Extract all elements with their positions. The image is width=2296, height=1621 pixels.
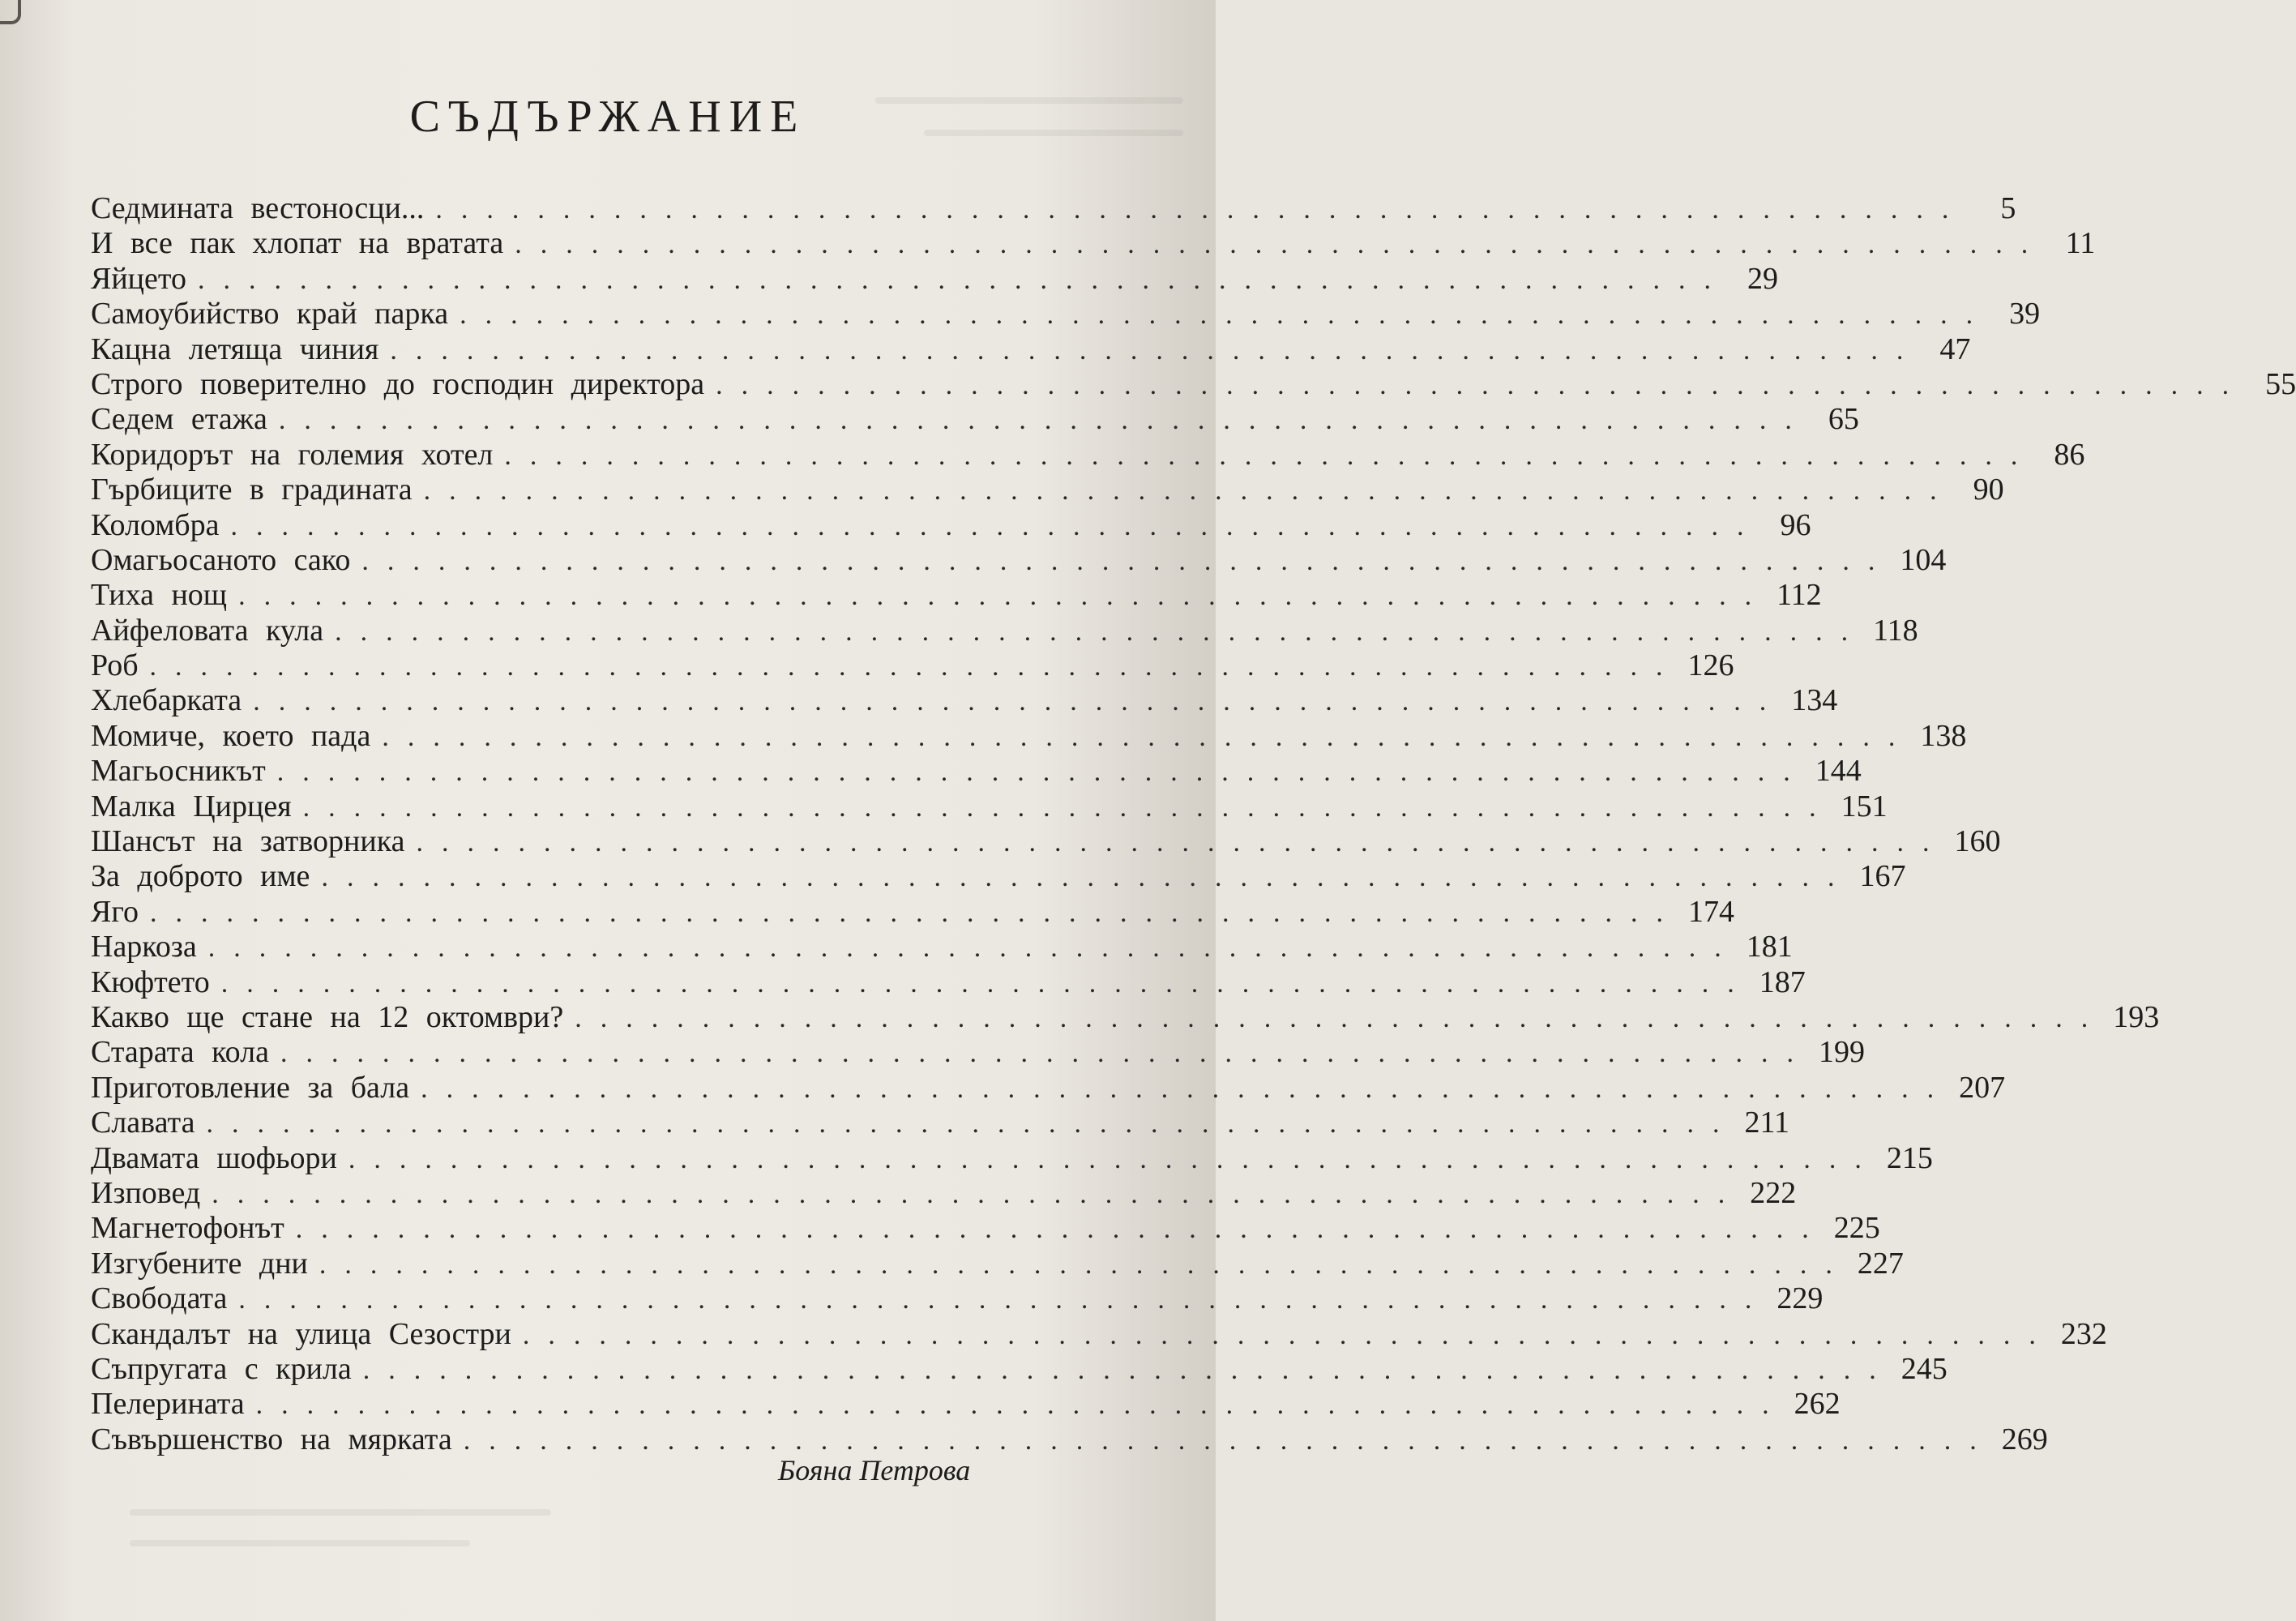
toc-leader-dots: ............................................................ [276,757,1809,788]
toc-entry-page: 211 [1744,1106,1790,1140]
page-title: СЪДЪРЖАНИЕ [409,92,806,142]
toc-entry-title: Магьосникът [91,754,266,789]
toc-entry-title: Айфеловата кула [91,613,324,648]
toc-leader-dots: ............................................................ [522,1319,2054,1350]
toc-entry-page: 96 [1780,507,1811,542]
toc-entry [91,648,1734,683]
toc-entry-page: 118 [1873,613,1918,648]
toc-leader-dots: ............................................................ [575,1003,2107,1033]
toc-entry-title: Славата [91,1106,195,1140]
toc-entry-page: 232 [2060,1316,2107,1351]
toc-leader-dots: ............................................................ [515,229,2047,260]
toc-entry-title: Изгубените дни [91,1246,308,1281]
toc-leader-dots: ............................................................ [361,545,1894,576]
toc-entry-page: 29 [1747,261,1778,296]
toc-leader-dots: ............................................................ [255,1390,1788,1421]
toc-entry-title: Съпругата с крила [91,1351,352,1386]
toc-entry [91,930,1793,964]
toc-entry [91,473,2004,507]
toc-entry-page: 222 [1750,1175,1797,1210]
toc-entry-title: Кацна летяща чиния [91,331,379,366]
pencil-mark [0,0,21,24]
toc-entry [91,1106,1790,1140]
author-signature: Бояна Петрова [778,1454,971,1486]
toc-entry [91,437,2085,473]
bleed-through-line [130,1509,551,1516]
toc-entry [91,999,2160,1035]
toc-entry-title: Наркоза [91,930,197,964]
toc-entry [91,964,1806,1000]
toc-entry-page: 225 [1833,1211,1880,1246]
toc-entry-page: 39 [2009,297,2041,331]
toc-entry-page: 11 [2065,226,2096,261]
toc-leader-dots: ............................................................ [198,264,1729,295]
toc-leader-dots: ............................................................ [716,370,2248,400]
toc-entry-title: Магнетофонът [91,1211,284,1246]
toc-entry-page: 138 [1920,718,1967,753]
toc-entry-page: 207 [1959,1070,2006,1105]
toc-entry-page: 144 [1815,754,1862,789]
toc-entry [91,1316,2107,1352]
toc-entry [91,366,2296,402]
toc-entry [91,1211,1880,1246]
toc-leader-dots: ............................................................ [230,511,1763,541]
toc-entry-page: 229 [1777,1281,1824,1316]
toc-entry-title: Яго [91,894,139,929]
toc-entry-title: Шансът на затворника [91,824,405,859]
toc-entry-page: 134 [1791,683,1838,718]
toc-entry [91,1035,1865,1070]
toc-entry-title: Хлебарката [91,683,242,718]
toc-entry-page: 126 [1687,648,1734,683]
toc-leader-dots: ............................................................ [220,968,1753,999]
toc-entry-title: Самоубийство край парка [91,297,449,331]
toc-entry [91,1175,1797,1211]
toc-entry [91,1140,1933,1176]
toc-entry-page: 104 [1900,542,1947,577]
toc-leader-dots: ............................................................ [321,862,1853,893]
toc-entry-title: Кюфтето [91,964,210,999]
toc-entry-title: Изповед [91,1175,201,1210]
toc-entry [91,1351,1948,1387]
toc-leader-dots: ............................................................ [319,1249,1851,1280]
toc-entry [91,789,1888,824]
toc-leader-dots: ............................................................ [253,686,1785,717]
toc-entry-title: Какво ще стане на 12 октомври? [91,999,564,1034]
toc-leader-dots: ............................................................ [149,652,1682,682]
toc-leader-dots: ............................................................ [295,1214,1828,1245]
toc-entry-page: 269 [2001,1422,2048,1456]
toc-entry [91,578,1822,613]
toc-leader-dots: ............................................................ [335,616,1867,647]
toc-leader-dots: ............................................................ [390,335,1922,366]
toc-entry-title: Яйцето [91,261,186,296]
toc-entry-page: 5 [2000,191,2016,225]
toc-entry-title: Строго поверително до господин директора [91,366,705,401]
toc-entry-page: 199 [1818,1035,1865,1070]
toc-entry-page: 174 [1688,894,1734,929]
toc-entry-page: 167 [1859,859,1906,894]
toc-entry-title: Приготовление за бала [91,1070,410,1105]
toc-entry-title: Омагьосаното сако [91,542,351,577]
toc-entry-page: 160 [1954,824,2001,859]
toc-entry-title: Момиче, което пада [91,718,371,753]
toc-entry [91,754,1862,789]
toc-entry-title: Седмината вестоносци... [91,191,425,225]
toc-entry-title: Пелерината [91,1387,245,1422]
toc-entry-page: 151 [1841,789,1888,823]
toc-entry-page: 90 [1973,473,2004,507]
toc-entry [91,226,2096,261]
toc-leader-dots: ............................................................ [362,1354,1895,1385]
toc-entry [91,402,1859,437]
toc-entry-title: Малка Цирцея [91,789,292,823]
toc-leader-dots: ............................................................ [150,897,1682,928]
toc-entry-page: 47 [1939,331,1971,366]
toc-entry-page: 55 [2265,366,2296,401]
toc-entry [91,1281,1824,1316]
toc-entry-title: Тиха нощ [91,578,228,613]
toc-entry [91,1422,2048,1457]
toc-entry-page: 193 [2113,999,2160,1034]
toc-entry [91,1070,2006,1106]
table-of-contents [91,191,2296,1456]
toc-entry [91,1387,1841,1422]
toc-entry-title: Роб [91,648,139,683]
toc-leader-dots: ............................................................ [348,1144,1880,1174]
toc-entry-page: 227 [1857,1246,1904,1281]
toc-entry-title: Старата кола [91,1035,269,1070]
toc-entry-page: 86 [2054,437,2085,472]
toc-entry-title: Коридорът на големия хотел [91,437,494,472]
toc-entry-page: 181 [1746,930,1793,964]
toc-entry-title: Свободата [91,1281,228,1316]
toc-leader-dots: ............................................................ [504,440,2037,471]
toc-leader-dots: ............................................................ [238,1285,1771,1315]
toc-entry [91,191,2016,226]
toc-entry [91,507,1811,543]
toc-leader-dots: ............................................................ [212,1178,1744,1209]
toc-leader-dots: ............................................................ [463,1425,1995,1456]
toc-entry-title: И все пак хлопат на вратата [91,226,504,261]
toc-entry [91,824,2001,859]
toc-leader-dots: ............................................................ [382,721,1914,752]
toc-entry-page: 215 [1886,1140,1933,1175]
toc-entry [91,683,1838,718]
toc-leader-dots: ............................................................ [278,405,1811,436]
toc-entry [91,331,1971,367]
bleed-through-line [130,1540,470,1546]
toc-entry [91,894,1734,930]
toc-entry [91,261,1778,297]
toc-leader-dots: ............................................................ [416,828,1948,858]
toc-leader-dots: ............................................................ [302,792,1835,823]
toc-leader-dots: ............................................................ [421,1073,1953,1104]
toc-leader-dots: ............................................................ [207,933,1740,964]
toc-entry-title: Гърбиците в градината [91,473,413,507]
toc-leader-dots: ............................................................ [206,1109,1738,1140]
toc-leader-dots: ............................................................ [460,300,1992,331]
toc-leader-dots: ............................................................ [435,195,1968,225]
toc-entry-title: Съвършенство на мярката [91,1422,452,1456]
toc-entry-title: За доброто име [91,859,310,894]
toc-leader-dots: ............................................................ [238,581,1771,612]
toc-entry [91,542,1947,578]
toc-entry-page: 187 [1759,964,1806,999]
toc-entry [91,718,1967,754]
toc-entry-title: Двамата шофьори [91,1140,337,1175]
toc-entry-page: 112 [1777,578,1822,613]
toc-entry-page: 262 [1794,1387,1841,1422]
toc-entry-title: Коломбра [91,507,220,542]
toc-entry [91,1246,1904,1281]
toc-entry-page: 65 [1828,402,1859,437]
toc-leader-dots: ............................................................ [280,1038,1812,1069]
toc-leader-dots: ............................................................ [423,476,1956,507]
toc-entry [91,859,1906,894]
toc-entry [91,613,1918,648]
toc-entry-page: 245 [1901,1351,1948,1386]
toc-entry-title: Седем етажа [91,402,267,437]
toc-entry-title: Скандалът на улица Сезостри [91,1316,511,1351]
toc-entry [91,297,2041,331]
